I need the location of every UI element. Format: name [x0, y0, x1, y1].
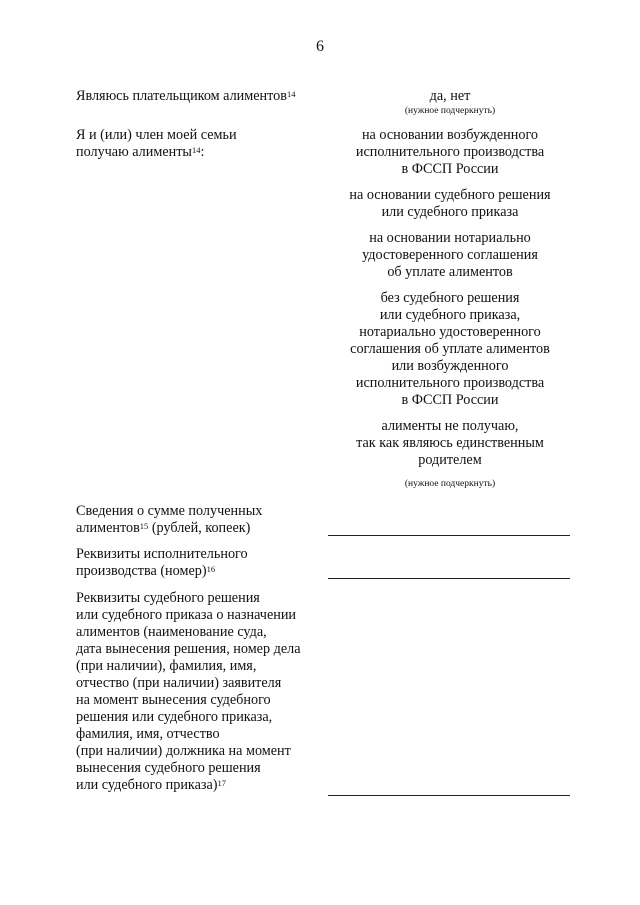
court-label-line: отчество (при наличии) заявителя: [76, 675, 282, 691]
amount-label-line2: [76, 520, 326, 537]
option-line: в ФССП России: [401, 161, 499, 177]
option-line: алименты не получаю,: [381, 418, 519, 434]
option-line: нотариально удостоверенного: [359, 324, 541, 340]
option-line: об уплате алиментов: [387, 264, 513, 280]
option-line: так как являюсь единственным: [356, 435, 544, 451]
receiver-option-notary: [325, 230, 575, 281]
footnote-ref: 14: [286, 89, 296, 99]
receiver-note: (нужное подчеркнуть): [404, 479, 496, 489]
court-label-line: фамилия, имя, отчество: [76, 726, 220, 742]
payer-label-text: Являюсь плательщиком алиментов: [76, 88, 287, 104]
option-line: на основании возбужденного: [361, 127, 539, 143]
receiver-label-line2: [76, 144, 326, 161]
receiver-option-none: [325, 418, 575, 469]
payer-note: (нужное подчеркнуть): [404, 106, 496, 116]
option-line: в ФССП России: [401, 392, 499, 408]
court-field-line[interactable]: [328, 795, 570, 796]
payer-options: [325, 88, 575, 117]
court-label-line: решения или судебного приказа,: [76, 709, 273, 725]
option-line: исполнительного производства: [355, 375, 545, 391]
footnote-ref: 14: [191, 145, 201, 155]
amount-label: [76, 503, 326, 537]
court-label-line: дата вынесения решения, номер дела: [76, 641, 301, 657]
colon: :: [200, 144, 205, 160]
option-line: на основании нотариально: [369, 230, 531, 246]
court-label-text: или судебного приказа): [76, 777, 218, 793]
payer-value: да, нет: [429, 88, 471, 104]
receiver-label-text: получаю алименты: [76, 144, 192, 160]
amount-unit: (рублей, копеек): [148, 520, 251, 536]
court-label-line: [76, 777, 336, 794]
enforcement-label-line2: [76, 563, 326, 580]
option-line: на основании судебного решения: [349, 187, 551, 203]
amount-field-line[interactable]: [328, 535, 570, 536]
enforcement-field-line[interactable]: [328, 578, 570, 579]
option-line: соглашения об уплате алиментов: [350, 341, 550, 357]
receiver-options: [325, 127, 575, 490]
footnote-ref: 17: [217, 778, 227, 788]
court-label: [76, 590, 336, 794]
option-line: или возбужденного: [391, 358, 509, 374]
court-label-line: вынесения судебного решения: [76, 760, 261, 776]
page-number: 6: [316, 38, 324, 55]
receiver-option-court: [325, 187, 575, 221]
option-line: удостоверенного соглашения: [362, 247, 538, 263]
option-line: или судебного приказа: [381, 204, 519, 220]
enforcement-label-text: производства (номер): [76, 563, 207, 579]
court-label-line: (при наличии), фамилия, имя,: [76, 658, 257, 674]
option-line: родителем: [418, 452, 482, 468]
court-label-line: (при наличии) должника на момент: [76, 743, 291, 759]
option-line: исполнительного производства: [355, 144, 545, 160]
court-label-line: или судебного приказа о назначении: [76, 607, 297, 623]
receiver-label-line1: Я и (или) член моей семьи: [76, 127, 237, 143]
payer-label: [76, 88, 326, 105]
receiver-option-enforcement: [325, 127, 575, 178]
court-label-line: алиментов (наименование суда,: [76, 624, 267, 640]
option-line: без судебного решения: [380, 290, 520, 306]
option-line: или судебного приказа,: [379, 307, 521, 323]
enforcement-label: [76, 546, 326, 580]
enforcement-label-line1: Реквизиты исполнительного: [76, 546, 248, 562]
amount-label-line1: Сведения о сумме полученных: [76, 503, 263, 519]
amount-label-text: алиментов: [76, 520, 140, 536]
court-label-line: Реквизиты судебного решения: [76, 590, 260, 606]
footnote-ref: 15: [139, 521, 149, 531]
receiver-option-voluntary: [325, 290, 575, 409]
court-label-line: на момент вынесения судебного: [76, 692, 271, 708]
receiver-label: [76, 127, 326, 161]
footnote-ref: 16: [206, 564, 216, 574]
